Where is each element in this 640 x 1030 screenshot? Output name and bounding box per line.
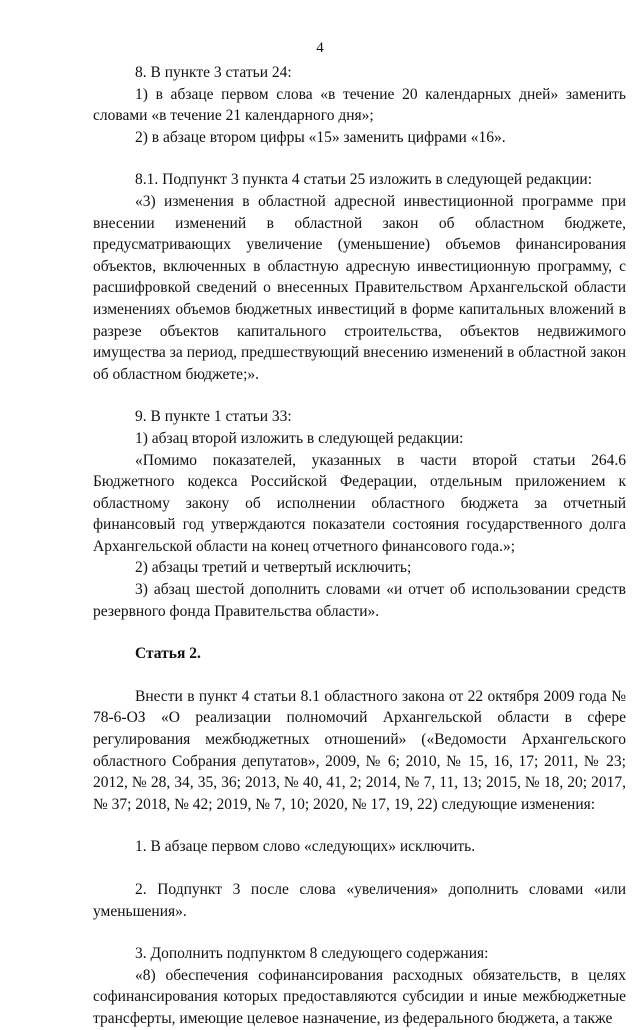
article-2-title: Статья 2. [135,645,201,663]
page-number: 4 [316,40,324,56]
section-9-heading: 9. В пункте 1 статьи 33: [135,408,292,426]
spacer [93,665,626,686]
article-2-change-2: 2. Подпункт 3 после слова «увеличения» дополнить словами «или уменьшения». [93,881,626,920]
spacer [93,858,626,879]
section-9-item-1: 1) абзац второй изложить в следующей редакции: [135,429,464,447]
spacer [93,385,626,406]
section-9-item-3: 3) абзац шестой дополнить словами «и отчет об использовании средств резервного фонда Правительства области». [93,581,626,620]
section-8-item-1: 1) в абзаце первом слова «в течение 20 календарных дней» заменить словами «в течение 21 календарного дня»; [93,85,626,125]
article-2-change-3: 3. Дополнить подпунктом 8 следующего содержания: [135,945,489,963]
spacer [93,148,626,169]
article-2-change-1: 1. В абзаце первом слово «следующих» исключить. [135,838,476,856]
section-8-1-heading: 8.1. Подпункт 3 пункта 4 статьи 25 изложить в следующей редакции: [135,171,593,189]
section-8-item-2: 2) в абзаце втором цифры «15» заменить цифрами «16». [135,128,506,146]
article-2-intro: Внести в пункт 4 статьи 8.1 областного закона от 22 октября 2009 года № 78-6-ОЗ «О реализации полномочий Архангельской области в сфере регулирования межбюджетных отношений» («Ведомости Архангельского областного Собрания депутатов», 2009, № 6; 2010, № 15, 16, 17; 2011, № 23; 2012, № 28, 34, 35, 36; 2013, № 40, 41, 2; 2014, № 7, 11, 13; 2015, № 18, 20; 2017, № 37; 2018, № 42; 2019, № 7, 10; 2020, № 17, 19, 22) следующие изменения: [93,687,626,813]
spacer [93,815,626,836]
section-8-heading: 8. В пункте 3 статьи 24: [135,64,292,81]
section-9-item-2: 2) абзацы третий и четвертый исключить; [135,559,412,577]
article-2-change-3-text: «8) обеспечения софинансирования расходных обязательств, в целях софинансирования которых предоставляются субсидии и иные межбюджетные трансферты, имеющие целевое назначение, из федерального бюджета, а также [93,966,626,1027]
document-body [93,62,626,1030]
spacer [93,922,626,943]
spacer [93,622,626,643]
section-9-quote: «Помимо показателей, указанных в части второй статьи 264.6 Бюджетного кодекса Российской Федерации, отдельным приложением к областному закону об исполнении областного бюджета за отчетный финансовый год утверждаются показатели состояния государственного долга Архангельской области на конец отчетного финансового года.»; [93,451,626,555]
section-8-1-quote: «3) изменения в областной адресной инвестиционной программе при внесении изменений в областной закон об областном бюджете, предусматривающих увеличение (уменьшение) объемов финансирования объектов, включенных в областную адресную инвестиционную программу, с расшифровкой сведений о внесенных Правительством Архангельской области изменениях объемов бюджетных инвестиций в форме капитальных вложений в разрезе объектов капитального строительства, объектов недвижимого имущества за период, предшествующий внесению изменений в областной закон об областном бюджете;». [93,192,626,383]
